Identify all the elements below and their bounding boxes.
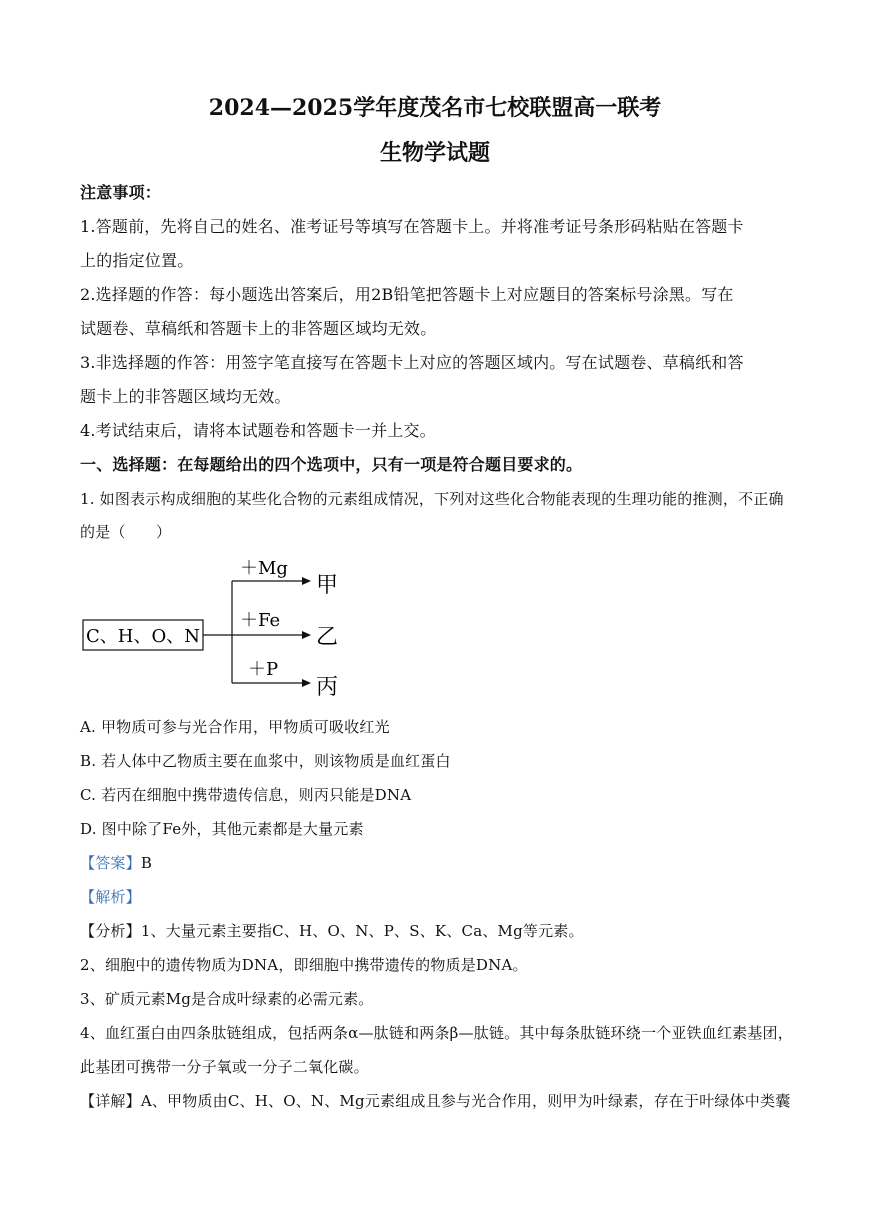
analysis-tag: 【解析】	[80, 888, 141, 906]
option-a: A. 甲物质可参与光合作用，甲物质可吸收红光	[80, 718, 390, 736]
source-label: C、H、O、N	[86, 626, 200, 647]
detail-line	[80, 1090, 800, 1111]
notice-line: 1.答题前，先将自己的姓名、准考证号等填写在答题卡上。并将准考证号条形码粘贴在答题卡	[80, 217, 744, 236]
analysis-line: 此基团可携带一分子氧或一分子二氧化碳。	[80, 1058, 369, 1076]
analysis-text: 1、大量元素主要指C、H、O、N、P、S、K、Ca、Mg等元素。	[140, 922, 584, 940]
detail-text: A、甲物质由C、H、O、N、Mg元素组成且参与光合作用，则甲为叶绿素，存在于叶绿体中类囊	[140, 1092, 791, 1110]
arrowhead-jia	[302, 577, 311, 585]
element-composition-diagram	[80, 548, 380, 708]
target-bing: 丙	[316, 675, 339, 700]
answer-tag: 【答案】	[80, 854, 141, 872]
notice-line: 试题卷、草稿纸和答题卡上的非答题区域均无效。	[80, 319, 437, 338]
target-jia: 甲	[316, 573, 339, 598]
option-b: B. 若人体中乙物质主要在血浆中，则该物质是血红蛋白	[80, 752, 451, 770]
analysis-line: 4、血红蛋白由四条肽链组成，包括两条α—肽链和两条β—肽链。其中每条肽链环绕一个亚铁血红素基团，	[80, 1024, 793, 1042]
exam-subtitle: 生物学试题	[379, 140, 490, 166]
question-stem: 1. 如图表示构成细胞的某些化合物的元素组成情况，下列对这些化合物能表现的生理功能的推测，不正确	[80, 490, 784, 508]
analysis-prefix: 【分析】	[80, 922, 141, 940]
notice-line: 上的指定位置。	[80, 251, 194, 270]
exam-title: 2024—2025学年度茂名市七校联盟高一联考	[208, 95, 662, 121]
notice-heading: 注意事项：	[80, 183, 162, 202]
notice-line: 4.考试结束后，请将本试题卷和答题卡一并上交。	[80, 421, 436, 440]
branch-label-mg: ＋Mg	[240, 558, 288, 579]
notice-line: 3.非选择题的作答：用签字笔直接写在答题卡上对应的答题区域内。写在试题卷、草稿纸和答	[80, 353, 744, 372]
arrowhead-yi	[302, 631, 311, 639]
branch-label-p: ＋P	[248, 659, 279, 680]
analysis-line: 2、细胞中的遗传物质为DNA，即细胞中携带遗传的物质是DNA。	[80, 956, 528, 974]
analysis-line	[80, 920, 800, 941]
notice-line: 题卡上的非答题区域均无效。	[80, 387, 291, 406]
question-stem: 的是（ ）	[80, 523, 172, 541]
answer-value: B	[140, 854, 153, 872]
branch-label-fe: ＋Fe	[240, 610, 281, 631]
detail-prefix: 【详解】	[80, 1092, 141, 1110]
answer-line	[80, 852, 800, 873]
target-yi: 乙	[316, 625, 339, 650]
section-heading: 一、选择题：在每题给出的四个选项中，只有一项是符合题目要求的。	[80, 455, 583, 474]
option-c: C. 若丙在细胞中携带遗传信息，则丙只能是DNA	[80, 786, 412, 804]
option-d: D. 图中除了Fe外，其他元素都是大量元素	[80, 820, 364, 838]
notice-line: 2.选择题的作答：每小题选出答案后，用2B铅笔把答题卡上对应题目的答案标号涂黑。写在	[80, 285, 734, 304]
analysis-line: 3、矿质元素Mg是合成叶绿素的必需元素。	[80, 990, 374, 1008]
arrowhead-bing	[302, 679, 311, 687]
